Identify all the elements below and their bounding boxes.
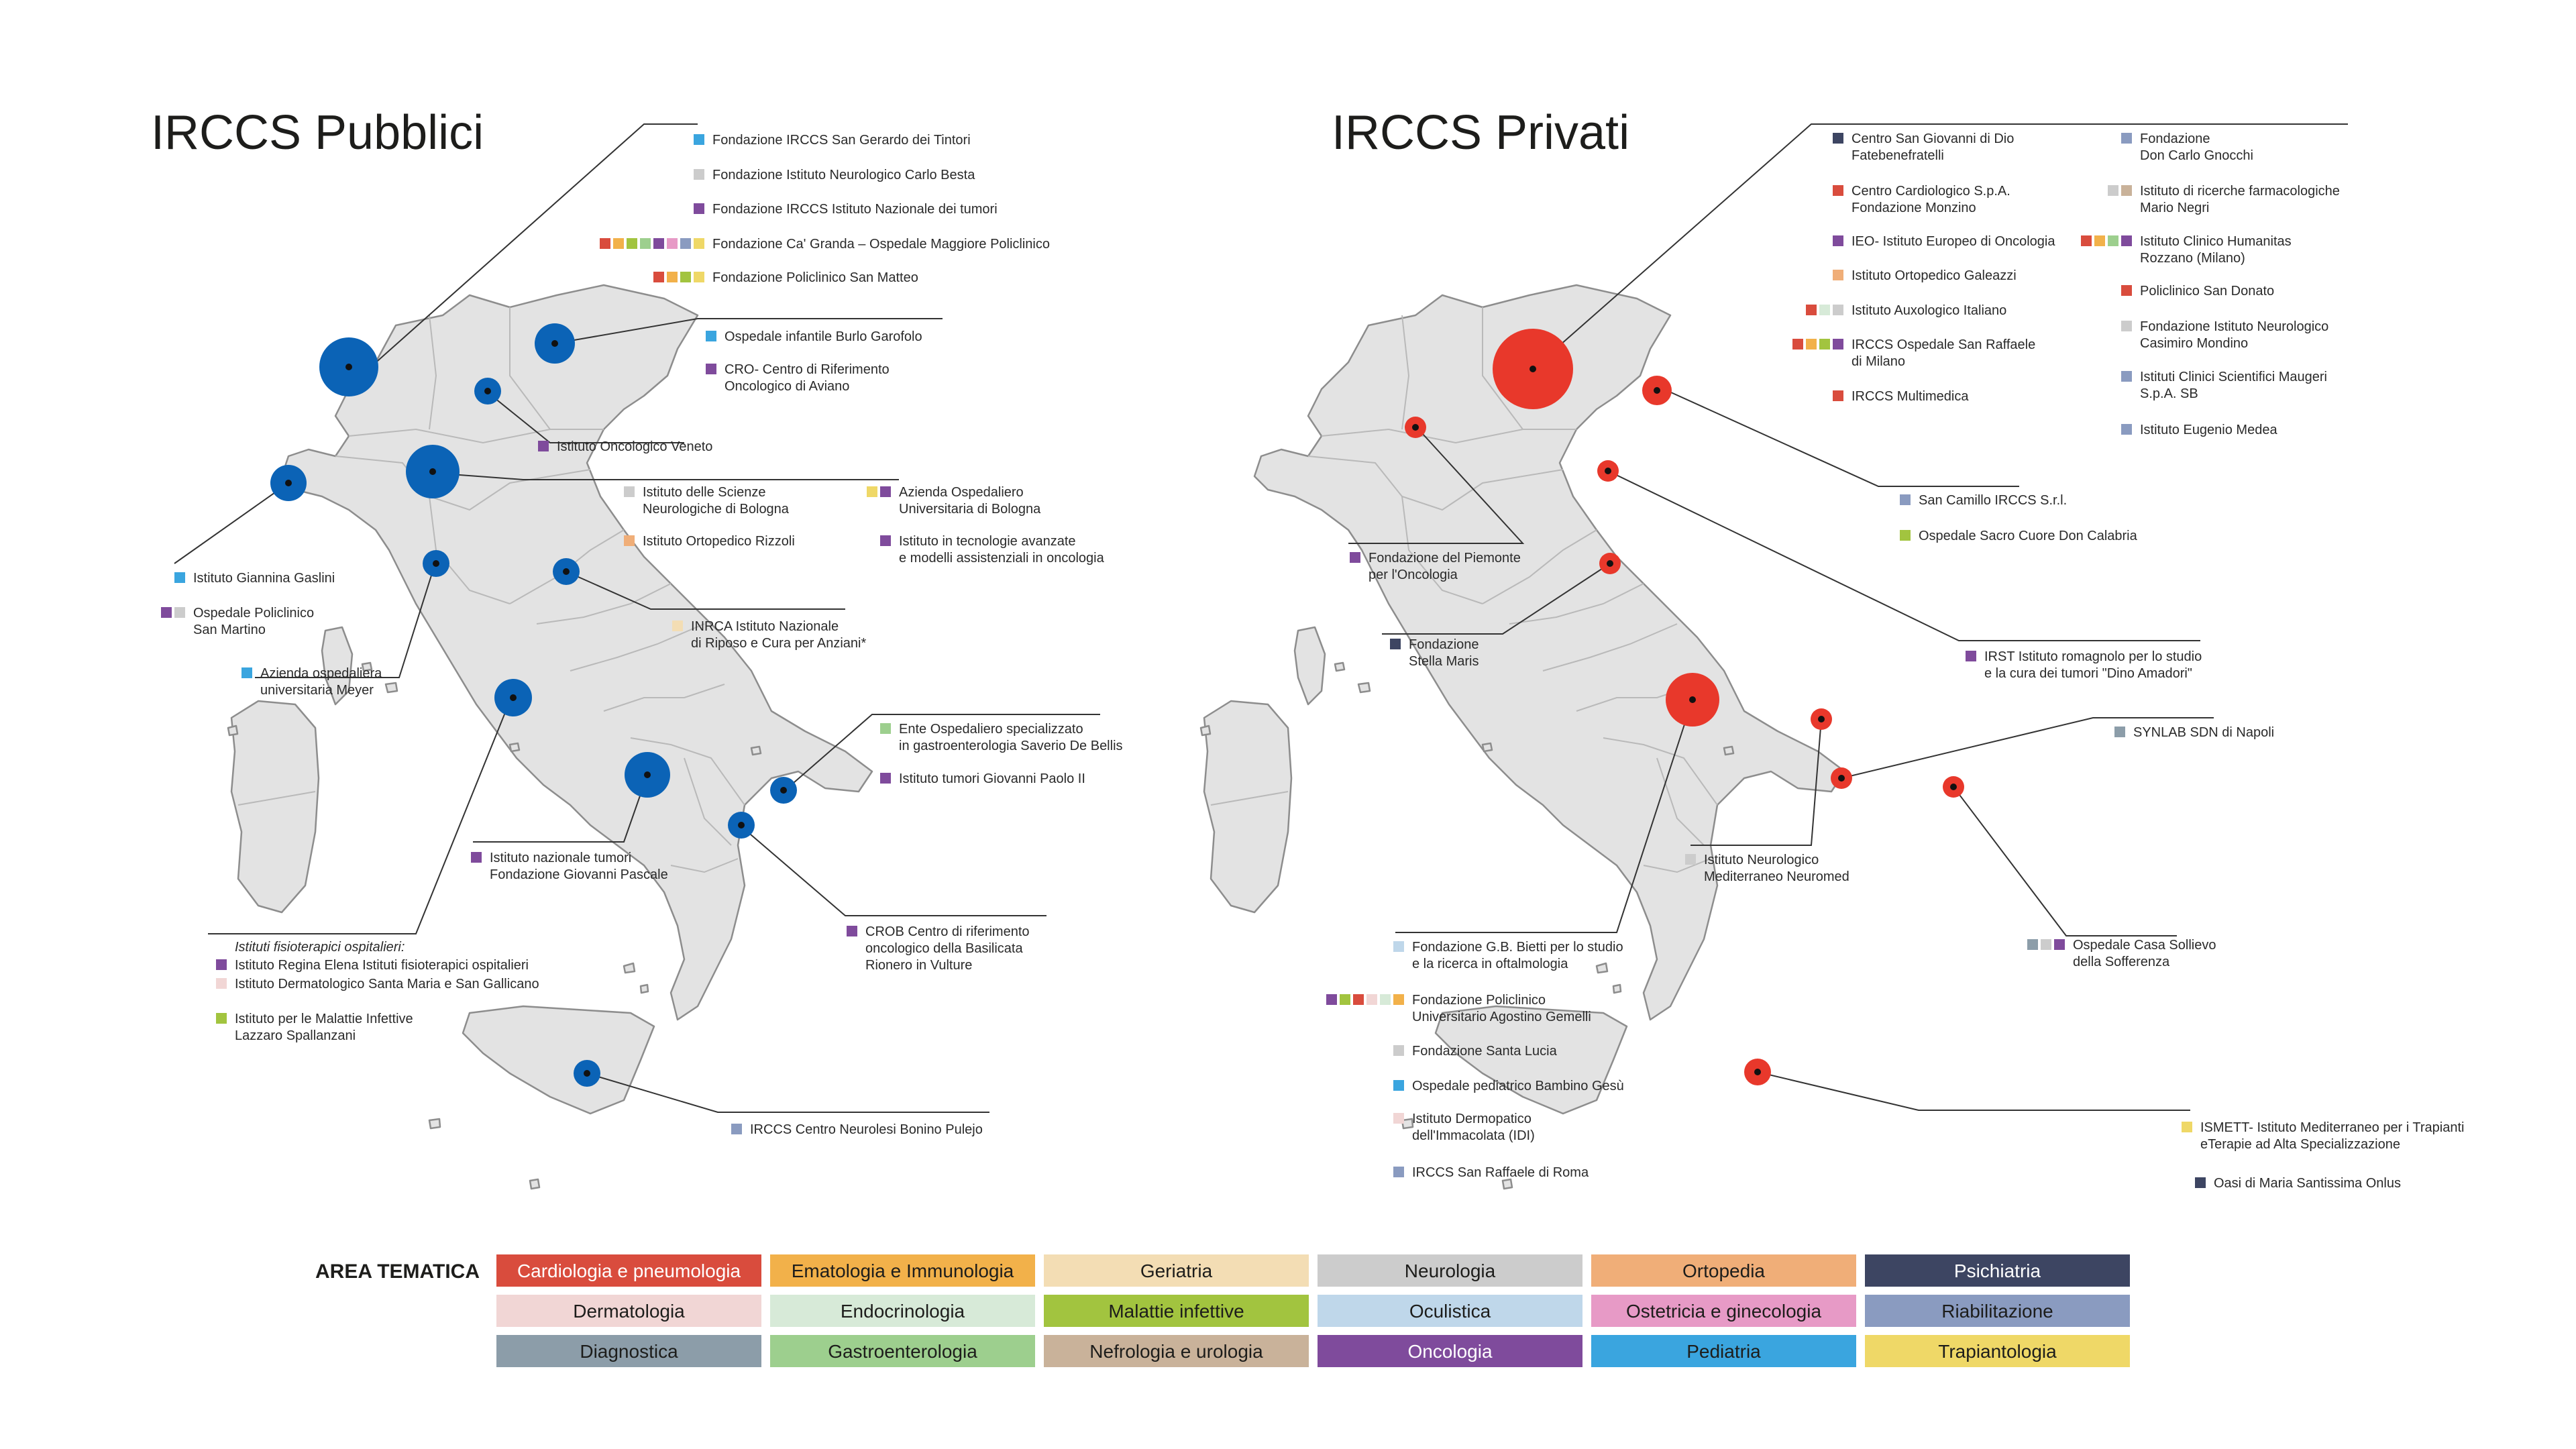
public-label-text: Rionero in Vulture xyxy=(865,958,973,973)
private-label-text: eTerapie ad Alta Specializzazione xyxy=(2200,1137,2400,1152)
public-label-text: Istituto Oncologico Veneto xyxy=(557,439,713,454)
public-label-text: Azienda Ospedaliero xyxy=(899,485,1024,500)
private-label-text: Rozzano (Milano) xyxy=(2140,251,2245,266)
legend-item xyxy=(770,1335,1035,1367)
private-swatch xyxy=(2108,235,2118,246)
private-swatch xyxy=(1833,339,1843,350)
private-label-text: Centro Cardiologico S.p.A. xyxy=(1851,184,2010,199)
public-label-19[interactable] xyxy=(235,940,405,955)
public-swatch xyxy=(216,1013,227,1024)
private-swatch xyxy=(1685,854,1696,865)
public-label-7[interactable] xyxy=(538,439,712,454)
private-label-19[interactable] xyxy=(2114,725,2274,740)
legend-item xyxy=(1318,1295,1582,1327)
public-label-15[interactable] xyxy=(241,666,382,698)
private-swatch xyxy=(1393,1045,1404,1056)
private-label-0[interactable] xyxy=(1833,131,2014,163)
public-label-text: Azienda ospedaliera xyxy=(260,666,382,681)
public-label-8[interactable] xyxy=(624,485,790,517)
private-label-text: di Milano xyxy=(1851,354,1906,369)
legend-label: Pediatria xyxy=(1686,1341,1761,1362)
public-label-10[interactable] xyxy=(867,485,1041,517)
public-label-text: Istituto tumori Giovanni Paolo II xyxy=(899,771,1085,786)
private-label-2[interactable] xyxy=(1833,234,2055,249)
public-label-3[interactable] xyxy=(600,237,1050,252)
private-label-text: Fondazione Monzino xyxy=(1851,201,1976,215)
private-swatch xyxy=(2027,939,2038,950)
private-label-text: dell'Immacolata (IDI) xyxy=(1412,1128,1535,1143)
public-label-text: IRCCS Centro Neurolesi Bonino Pulejo xyxy=(750,1122,983,1137)
public-label-text: Ente Ospedaliero specializzato xyxy=(899,722,1083,737)
private-label-text: Centro San Giovanni di Dio xyxy=(1851,131,2015,146)
private-label-text: Casimiro Mondino xyxy=(2140,336,2249,351)
private-label-29[interactable] xyxy=(2195,1176,2401,1191)
private-swatch xyxy=(2121,285,2132,296)
legend-label: Diagnostica xyxy=(580,1341,678,1362)
private-swatch xyxy=(1380,994,1391,1005)
private-label-13[interactable] xyxy=(2121,423,2277,437)
private-label-text: Policlinico San Donato xyxy=(2140,284,2275,299)
private-swatch xyxy=(1393,1167,1404,1177)
private-label-text: IRCCS Multimedica xyxy=(1851,389,1969,404)
public-label-1[interactable] xyxy=(694,168,975,182)
public-label-22[interactable] xyxy=(216,1012,413,1043)
private-label-text: per l'Oncologia xyxy=(1368,568,1458,582)
legend-label: Neurologia xyxy=(1404,1260,1496,1281)
public-swatch xyxy=(653,272,664,282)
legend-item xyxy=(770,1295,1035,1327)
private-label-23[interactable] xyxy=(1326,993,1591,1024)
public-label-text: Oncologico di Aviano xyxy=(724,379,850,394)
private-swatch xyxy=(1340,994,1350,1005)
private-label-text: della Sofferenza xyxy=(2073,955,2170,969)
private-label-text: Istituto Ortopedico Galeazzi xyxy=(1851,268,2017,283)
public-swatch xyxy=(694,203,704,214)
legend-label: Riabilitazione xyxy=(1941,1301,2053,1322)
legend-label: Ematologia e Immunologia xyxy=(791,1260,1014,1281)
private-swatch xyxy=(2195,1177,2206,1188)
legend-item xyxy=(1591,1335,1856,1367)
public-swatch xyxy=(174,572,185,583)
public-label-text: Ospedale Policlinico xyxy=(193,606,315,621)
private-label-text: Istituto Clinico Humanitas xyxy=(2140,234,2292,249)
private-label-11[interactable] xyxy=(2121,319,2328,351)
private-swatch xyxy=(1806,305,1817,315)
public-swatch xyxy=(627,238,637,249)
public-label-23[interactable] xyxy=(847,924,1030,973)
public-label-17[interactable] xyxy=(880,771,1085,786)
legend-item xyxy=(1044,1335,1309,1367)
private-label-22[interactable] xyxy=(1393,940,1623,971)
private-label-27[interactable] xyxy=(1393,1165,1589,1180)
private-label-text: Don Carlo Gnocchi xyxy=(2140,148,2253,163)
public-label-2[interactable] xyxy=(694,202,998,217)
private-swatch xyxy=(1833,235,1843,246)
private-label-text: Fatebenefratelli xyxy=(1851,148,1944,163)
public-swatch xyxy=(624,486,635,497)
legend-label: Oncologia xyxy=(1407,1341,1493,1362)
legend-label: Psichiatria xyxy=(1953,1260,2041,1281)
private-label-text: S.p.A. SB xyxy=(2140,386,2198,401)
private-label-text: SYNLAB SDN di Napoli xyxy=(2133,725,2275,740)
private-label-6[interactable] xyxy=(1833,389,1969,404)
private-label-text: IEO- Istituto Europeo di Oncologia xyxy=(1851,234,2055,249)
public-label-text: Fondazione Policlinico San Matteo xyxy=(712,270,918,285)
public-label-text: Istituto Regina Elena Istituti fisioterapici ospitalieri xyxy=(235,958,529,973)
public-label-text: oncologico della Basilicata xyxy=(865,941,1023,956)
private-swatch xyxy=(1350,552,1360,563)
private-swatch xyxy=(1393,941,1404,952)
legend-label: Cardiologia e pneumologia xyxy=(517,1260,741,1281)
public-label-text: CRO- Centro di Riferimento xyxy=(724,362,890,377)
private-swatch xyxy=(1900,530,1911,541)
private-label-text: Fondazione xyxy=(2140,131,2210,146)
public-swatch xyxy=(680,272,691,282)
legend-item xyxy=(1318,1254,1582,1287)
public-swatch xyxy=(867,486,877,497)
private-label-text: Fondazione Istituto Neurologico xyxy=(2140,319,2329,334)
public-label-text: Fondazione Giovanni Pascale xyxy=(490,867,668,882)
private-swatch xyxy=(1833,390,1843,401)
public-label-text: San Martino xyxy=(193,623,266,637)
private-swatch xyxy=(1353,994,1364,1005)
public-label-text: universitaria Meyer xyxy=(260,683,374,698)
private-label-text: Fondazione Santa Lucia xyxy=(1412,1044,1557,1059)
public-label-20[interactable] xyxy=(216,958,529,973)
private-label-8[interactable] xyxy=(2108,184,2340,215)
private-label-text: San Camillo IRCCS S.r.l. xyxy=(1919,493,2068,508)
private-swatch xyxy=(2182,1122,2192,1132)
public-swatch xyxy=(880,486,891,497)
legend xyxy=(496,1254,2130,1367)
public-swatch xyxy=(880,535,891,546)
public-label-text: INRCA Istituto Nazionale xyxy=(691,619,839,634)
private-swatch xyxy=(2121,371,2132,382)
private-label-text: Stella Maris xyxy=(1409,654,1479,669)
private-label-text: Ospedale Casa Sollievo xyxy=(2073,938,2216,953)
legend-label: Oculistica xyxy=(1409,1301,1491,1322)
private-label-text: Mediterraneo Neuromed xyxy=(1704,869,1849,884)
private-swatch xyxy=(1819,339,1830,350)
public-label-text: Universitaria di Bologna xyxy=(899,502,1041,517)
private-label-text: IRCCS San Raffaele di Roma xyxy=(1412,1165,1589,1180)
private-swatch xyxy=(2121,321,2132,331)
private-swatch xyxy=(1900,494,1911,505)
private-swatch xyxy=(1833,305,1843,315)
public-swatch xyxy=(653,238,664,249)
public-label-11[interactable] xyxy=(880,534,1105,566)
private-label-text: Fondazione G.B. Bietti per lo studio xyxy=(1412,940,1623,955)
public-swatch xyxy=(731,1124,742,1134)
legend-item xyxy=(1318,1335,1582,1367)
private-label-9[interactable] xyxy=(2081,234,2292,266)
private-label-text: Istituto Eugenio Medea xyxy=(2140,423,2277,437)
legend-item xyxy=(770,1254,1035,1287)
private-swatch xyxy=(1806,339,1817,350)
private-swatch xyxy=(2121,185,2132,196)
legend-item xyxy=(496,1295,761,1327)
public-swatch xyxy=(706,331,716,341)
legend-label: Ortopedia xyxy=(1682,1260,1765,1281)
private-label-12[interactable] xyxy=(2121,370,2327,401)
legend-label: Dermatologia xyxy=(573,1301,685,1322)
public-label-text: Fondazione IRCCS Istituto Nazionale dei tumori xyxy=(712,202,998,217)
public-label-text: Istituto in tecnologie avanzate xyxy=(899,534,1076,549)
public-swatch xyxy=(216,978,227,989)
private-label-text: Istituto Neurologico xyxy=(1704,853,1819,867)
private-swatch xyxy=(1833,270,1843,280)
public-label-text: Istituto Dermatologico Santa Maria e San Gallicano xyxy=(235,977,539,991)
public-label-text: Istituto Giannina Gaslini xyxy=(193,571,335,586)
private-label-21[interactable] xyxy=(2027,938,2216,969)
public-label-text: Fondazione Istituto Neurologico Carlo Besta xyxy=(712,168,975,182)
public-label-9[interactable] xyxy=(624,534,795,549)
public-swatch xyxy=(174,607,185,618)
public-label-text: Neurologiche di Bologna xyxy=(643,502,789,517)
public-swatch xyxy=(640,238,651,249)
legend-item xyxy=(1591,1254,1856,1287)
private-label-28[interactable] xyxy=(2182,1120,2465,1152)
public-swatch xyxy=(161,607,172,618)
private-label-text: e la ricerca in oftalmologia xyxy=(1412,957,1568,971)
private-swatch xyxy=(1326,994,1337,1005)
legend-label: Trapiantologia xyxy=(1938,1341,2057,1362)
public-swatch xyxy=(694,272,704,282)
private-panel-title: IRCCS Privati xyxy=(1332,106,1630,160)
private-label-text: IRCCS Ospedale San Raffaele xyxy=(1851,337,2036,352)
public-label-text: Fondazione IRCCS San Gerardo dei Tintori xyxy=(712,133,971,148)
legend-label: Geriatria xyxy=(1140,1260,1213,1281)
public-swatch xyxy=(667,238,678,249)
legend-label: Endocrinologia xyxy=(840,1301,965,1322)
public-swatch xyxy=(694,169,704,180)
public-swatch xyxy=(538,441,549,451)
private-label-text: Fondazione del Piemonte xyxy=(1368,551,1521,566)
public-swatch xyxy=(847,926,857,936)
public-label-6[interactable] xyxy=(706,362,890,394)
private-swatch xyxy=(1833,133,1843,144)
public-label-text: Istituto delle Scienze xyxy=(643,485,766,500)
legend-label: Gastroenterologia xyxy=(828,1341,977,1362)
public-swatch xyxy=(241,667,252,678)
legend-item xyxy=(1591,1295,1856,1327)
private-label-15[interactable] xyxy=(1900,529,2138,543)
private-label-text: Ospedale pediatrico Bambino Gesù xyxy=(1412,1079,1624,1093)
public-swatch xyxy=(880,773,891,784)
private-label-text: Oasi di Maria Santissima Onlus xyxy=(2214,1176,2401,1191)
private-label-text: IRST Istituto romagnolo per lo studio xyxy=(1984,649,2202,664)
public-label-4[interactable] xyxy=(653,270,918,285)
public-label-text: Istituto Ortopedico Rizzoli xyxy=(643,534,795,549)
private-label-text: e la cura dei tumori "Dino Amadori" xyxy=(1984,666,2192,681)
public-label-text: CROB Centro di riferimento xyxy=(865,924,1030,939)
private-swatch xyxy=(2081,235,2092,246)
private-label-text: Universitario Agostino Gemelli xyxy=(1412,1010,1591,1024)
private-swatch xyxy=(2108,185,2118,196)
private-label-text: Ospedale Sacro Cuore Don Calabria xyxy=(1919,529,2137,543)
private-label-7[interactable] xyxy=(2121,131,2253,163)
private-label-4[interactable] xyxy=(1806,303,2006,318)
public-label-text: Istituti fisioterapici ospitalieri: xyxy=(235,940,405,955)
legend-item xyxy=(1044,1254,1309,1287)
private-label-18[interactable] xyxy=(1966,649,2202,681)
public-swatch xyxy=(672,621,683,631)
private-swatch xyxy=(2114,727,2125,737)
legend-item xyxy=(1865,1335,2130,1367)
legend-label: Nefrologia e urologia xyxy=(1089,1341,1263,1362)
private-swatch xyxy=(1393,1113,1404,1124)
public-label-text: Istituto per le Malattie Infettive xyxy=(235,1012,413,1026)
public-label-24[interactable] xyxy=(731,1122,983,1137)
private-label-text: Istituto Auxologico Italiano xyxy=(1851,303,2007,318)
public-swatch xyxy=(471,852,482,863)
private-swatch xyxy=(2041,939,2051,950)
private-label-text: Istituto di ricerche farmacologiche xyxy=(2140,184,2340,199)
legend-item xyxy=(1044,1295,1309,1327)
private-swatch xyxy=(2094,235,2105,246)
private-label-text: Istituto Dermopatico xyxy=(1412,1112,1532,1126)
public-label-text: Istituto nazionale tumori xyxy=(490,851,632,865)
private-label-text: Mario Negri xyxy=(2140,201,2210,215)
private-swatch xyxy=(1833,185,1843,196)
public-label-text: Lazzaro Spallanzani xyxy=(235,1028,356,1043)
legend-title: AREA TEMATICA xyxy=(315,1260,480,1283)
private-swatch xyxy=(2054,939,2065,950)
private-label-26[interactable] xyxy=(1393,1112,1535,1143)
public-label-12[interactable] xyxy=(174,571,335,586)
public-swatch xyxy=(694,238,704,249)
public-label-13[interactable] xyxy=(161,606,314,637)
private-label-24[interactable] xyxy=(1393,1044,1558,1059)
private-swatch xyxy=(1390,639,1401,649)
public-swatch xyxy=(216,959,227,970)
public-label-text: Ospedale infantile Burlo Garofolo xyxy=(724,329,922,344)
legend-label: Ostetricia e ginecologia xyxy=(1625,1301,1822,1322)
public-swatch xyxy=(680,238,691,249)
italy-map-public xyxy=(228,285,872,1189)
private-label-25[interactable] xyxy=(1393,1079,1624,1093)
public-label-0[interactable] xyxy=(694,133,971,148)
private-label-5[interactable] xyxy=(1792,337,2035,369)
public-label-16[interactable] xyxy=(880,722,1123,753)
public-label-text: Fondazione Ca' Granda – Ospedale Maggiore Policlinico xyxy=(712,237,1050,252)
private-label-3[interactable] xyxy=(1833,268,2017,283)
private-swatch xyxy=(1393,994,1404,1005)
legend-item xyxy=(496,1254,761,1287)
legend-item xyxy=(1865,1295,2130,1327)
private-label-14[interactable] xyxy=(1900,493,2067,508)
private-label-text: ISMETT- Istituto Mediterraneo per i Trapianti xyxy=(2200,1120,2465,1135)
private-swatch xyxy=(2121,424,2132,435)
legend-item xyxy=(496,1335,761,1367)
public-swatch xyxy=(600,238,610,249)
public-swatch xyxy=(624,535,635,546)
public-swatch xyxy=(706,364,716,374)
private-swatch xyxy=(1819,305,1830,315)
private-swatch xyxy=(1366,994,1377,1005)
private-label-10[interactable] xyxy=(2121,284,2274,299)
public-swatch xyxy=(613,238,624,249)
public-label-5[interactable] xyxy=(706,329,922,344)
public-swatch xyxy=(667,272,678,282)
public-label-text: in gastroenterologia Saverio De Bellis xyxy=(899,739,1123,753)
private-swatch xyxy=(2121,235,2132,246)
legend-label: Malattie infettive xyxy=(1108,1301,1244,1322)
private-swatch xyxy=(1966,651,1976,661)
public-swatch xyxy=(694,134,704,145)
legend-item xyxy=(1865,1254,2130,1287)
private-swatch xyxy=(1393,1080,1404,1091)
private-label-1[interactable] xyxy=(1833,184,2010,215)
public-label-text: di Riposo e Cura per Anziani* xyxy=(691,636,867,651)
public-panel-title: IRCCS Pubblici xyxy=(151,106,484,160)
private-label-text: Fondazione Policlinico xyxy=(1412,993,1546,1008)
public-swatch xyxy=(880,723,891,734)
private-swatch xyxy=(2121,133,2132,144)
public-label-text: e modelli assistenziali in oncologia xyxy=(899,551,1104,566)
public-label-21[interactable] xyxy=(216,977,539,991)
private-label-text: Fondazione xyxy=(1409,637,1479,652)
private-swatch xyxy=(1792,339,1803,350)
private-label-text: Istituti Clinici Scientifici Maugeri xyxy=(2140,370,2327,384)
